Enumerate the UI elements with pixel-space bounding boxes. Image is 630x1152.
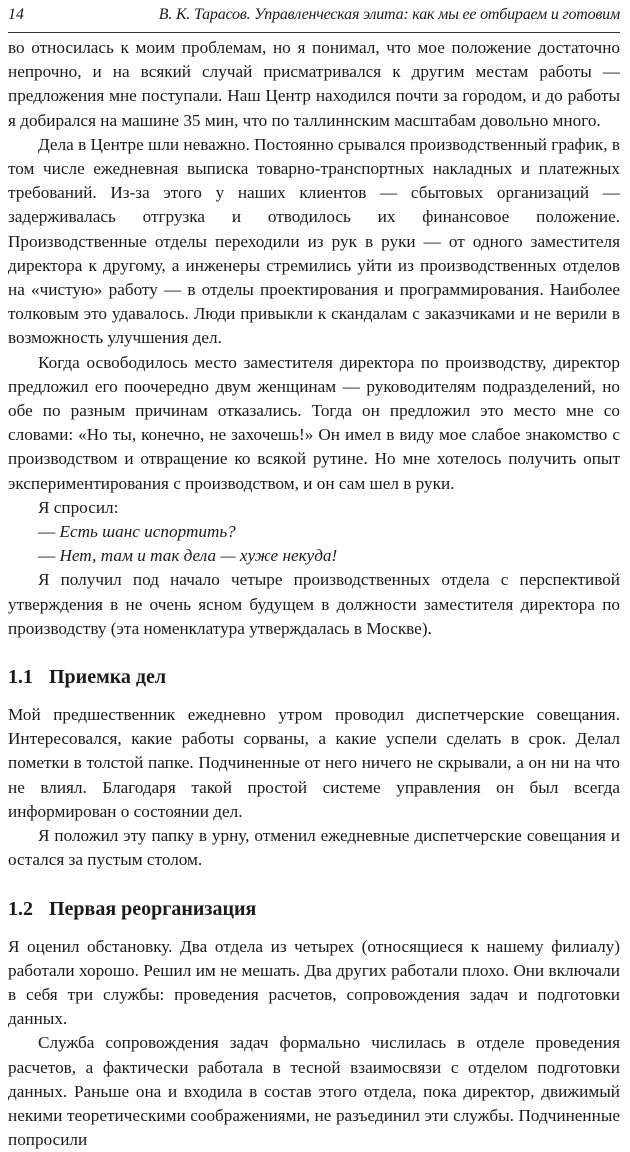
section-number: 1.2 — [8, 897, 33, 920]
section-number: 1.1 — [8, 666, 33, 689]
paragraph: Дела в Центре шли неважно. Постоянно срывался производственный график, в том числе ежедневная выписка товарно-транспортных накладных и платежных требований. Из-за этого у наших клиентов — сбытовых организаций — задерживалась отгрузка и отводилось их финансовое положение. Производственные отделы переходили из рук в руки — от одного заместителя директора к другому, а инженеры стремились уйти из производственных отделов на «чистую» работу — в отделы проектирования и программирования. Наиболее толковым это удавалось. Люди привыкли к скандалам с заказчиками и не верили в возможность улучшения дел. — [8, 134, 620, 348]
page-header — [8, 2, 620, 32]
paragraph: Я спросил: — [38, 497, 119, 517]
dialog-text: Есть шанс испортить? — [59, 522, 236, 542]
section-heading — [8, 663, 620, 691]
dialog-dash: — — [38, 522, 56, 542]
paragraph: Я получил под начало четыре производственных отдела с перспективой утверждения в не очень ясном будущем в должности заместителя директора по производству (эта номенклатура утверждалась в Москве). — [8, 570, 620, 638]
section-title: Приемка дел — [49, 666, 167, 689]
dialog-line — [8, 520, 620, 544]
paragraph: Мой предшественник ежедневно утром проводил диспетчерские совещания. Интересовался, какие работы сорваны, а какие успели сделать в срок. Делал пометки в толстой папке. Подчиненные от него ничего не скрывали, а он ни на что не влиял. Благодаря такой простой системе управления он был всегда информирован о состоянии дел. — [8, 705, 620, 821]
paragraph: Я положил эту папку в урну, отменил ежедневные диспетчерские совещания и остался за пустым столом. — [8, 826, 620, 870]
paragraph-continued: во относилась к моим проблемам, но я понимал, что мое положение достаточно непрочно, и на всякий случай присматривался к другим местам работы — предложения мне поступали. Наш Центр находился почти за городом, и до работы я добирался на машине 35 мин, что по таллиннским масштабам довольно много. — [8, 38, 620, 130]
body-text — [8, 36, 620, 1152]
page-number: 14 — [8, 6, 24, 23]
header-rule — [8, 32, 620, 33]
section-heading — [8, 895, 620, 923]
paragraph: Служба сопровождения задач формально числилась в отделе проведения расчетов, а фактически работала в тесной взаимосвязи с отделом подготовки данных. Раньше она и входила в состав этого отдела, пока директор, движимый некими теоретическими соображениями, не разъединил эти службы. Подчиненные попросили — [8, 1033, 620, 1150]
running-head: В. К. Тарасов. Управленческая элита: как мы ее отбираем и готовим — [158, 6, 620, 23]
dialog-dash: — — [38, 546, 56, 566]
paragraph: Я оценил обстановку. Два отдела из четырех (относящиеся к нашему филиалу) работали хорошо. Решил им не мешать. Два других работали плохо. Они включали в себя три службы: проведения расчетов, сопровождения задач и подготовки данных. — [8, 936, 620, 1029]
paragraph: Когда освободилось место заместителя директора по производству, директор предложил его поочередно двум женщинам — руководителям подразделений, но обе по разным причинам отказались. Тогда он предложил это место мне со словами: «Но ты, конечно, не захочешь!» Он имел в виду мое слабое знакомство с производством и отвращение ко всякой рутине. Но мне хотелось получить опыт экспериментирования с производством, и он сам шел в руки. — [8, 352, 620, 493]
dialog-text: Нет, там и так дела — хуже некуда! — [59, 546, 338, 566]
section-title: Первая реорганизация — [49, 897, 257, 920]
dialog-line — [8, 544, 620, 568]
